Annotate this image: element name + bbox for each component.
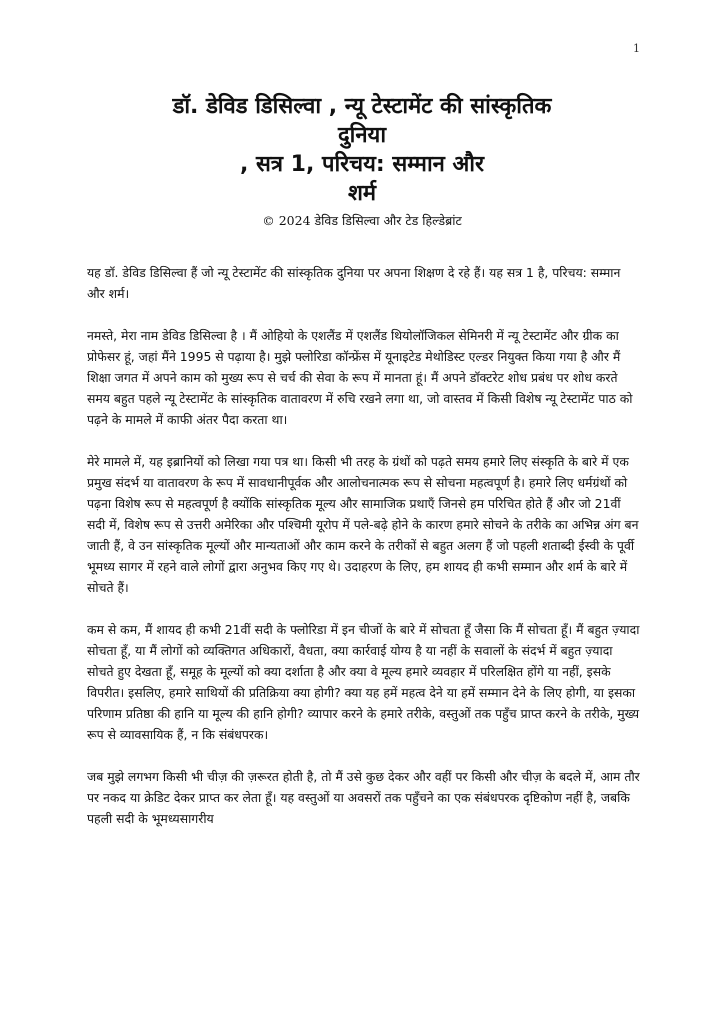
document-header <box>84 92 640 229</box>
document-title-line-2: दुनिया <box>337 123 387 148</box>
paragraph-relational: जब मुझे लगभग किसी भी चीज़ की ज़रूरत होती है, तो मैं उसे कुछ देकर और वहीं पर किसी और चीज़ के बदले में, आम तौर पर नकद या क्रेडिट देकर प्राप्त कर लेता हूँ। यह वस्तुओं या अवसरों तक पहुँचने का एक संबंधपरक दृष्टिकोण नहीं है, जबकि पहली सदी के भूमध्यसागरीय <box>87 769 640 826</box>
document-title-line-1: डॉ. डेविड डिसिल्वा , न्यू टेस्टामेंट की सांस्कृतिक <box>172 94 552 119</box>
document-body <box>87 262 640 850</box>
paragraph-hebrews: मेरे मामले में, यह इब्रानियों को लिखा गया पत्र था। किसी भी तरह के ग्रंथों को पढ़ते समय हमारे लिए संस्कृति के बारे में एक प्रमुख संदर्भ या वातावरण के रूप में सावधानीपूर्वक और आलोचनात्मक रूप से सोचना महत्वपूर्ण है। हमारे लिए धर्मग्रंथों को पढ़ना विशेष रूप से महत्वपूर्ण है क्योंकि सांस्कृतिक मूल्य और सामाजिक प्रथाएँ जिनसे हम परिचित होते हैं और जो 21वीं सदी में, विशेष रूप से उत्तरी अमेरिका और पश्चिमी यूरोप में पले-बढ़े होने के कारण हमारे सोचने के तरीके का अभिन्न अंग बन जाती हैं, वे उन सांस्कृतिक मूल्यों और मान्यताओं और काम करने के तरीकों से बहुत अलग हैं जो पहली शताब्दी ईस्वी के पूर्वी भूमध्य सागर में रहने वाले लोगों द्वारा अनुभव किए गए थे। उदाहरण के लिए, हम शायद ही कभी सम्मान और शर्म के बारे में सोचते हैं। <box>87 454 639 595</box>
paragraph-intro: यह डॉ. डेविड डिसिल्वा हैं जो न्यू टेस्टामेंट की सांस्कृतिक दुनिया पर अपना शिक्षण दे रहे हैं। यह सत्र 1 है, परिचय: सम्मान और शर्म। <box>87 265 621 301</box>
paragraph-florida: कम से कम, मैं शायद ही कभी 21वीं सदी के फ्लोरिडा में इन चीजों के बारे में सोचता हूँ जैसा कि मैं सोचता हूँ। मैं बहुत ज़्यादा सोचता हूँ, या मैं लोगों को व्यक्तिगत अधिकारों, वैधता, क्या कार्रवाई योग्य है या नहीं के सवालों के संदर्भ में बहुत ज़्यादा सोचते हुए देखता हूँ, समूह के मूल्यों को क्या दर्शाता है और क्या वे मूल्य हमारे व्यवहार में परिलक्षित होंगे या नहीं, इसके विपरीत। इसलिए, हमारे साथियों की प्रतिक्रिया क्या होगी? क्या यह हमें महत्व देने या हमें सम्मान देने के लिए होगी, या इसका परिणाम प्रतिष्ठा की हानि या मूल्य की हानि होगी? व्यापार करने के हमारे तरीके, वस्तुओं तक पहुँच प्राप्त करने के तरीके, मुख्य रूप से व्यावसायिक हैं, न कि संबंधपरक। <box>87 622 640 742</box>
paragraph-about-speaker: नमस्ते, मेरा नाम डेविड डिसिल्वा है । मैं ओहियो के एशलैंड में एशलैंड थियोलॉजिकल सेमिनरी में न्यू टेस्टामेंट और ग्रीक का प्रोफेसर हूं, जहां मैंने 1995 से पढ़ाया है। मुझे फ्लोरिडा कॉन्फ्रेंस में यूनाइटेड मेथोडिस्ट एल्डर नियुक्त किया गया है और मैं शिक्षा जगत में अपने काम को मुख्य रूप से चर्च की सेवा के रूप में मानता हूं। मैं अपने डॉक्टरेट शोध प्रबंध पर शोध करते समय बहुत पहले न्यू टेस्टामेंट के सांस्कृतिक वातावरण में रुचि रखने लगा था, जो वास्तव में किसी विशेष न्यू टेस्टामेंट पाठ को पढ़ने के मामले में काफी अंतर पैदा करता था। <box>87 328 633 427</box>
page-number: 1 <box>633 42 640 55</box>
document-title-line-4: शर्म <box>347 181 377 206</box>
document-title-line-3: , सत्र 1, परिचय: सम्मान और <box>239 152 485 177</box>
copyright-notice: © 2024 डेविड डिसिल्वा और टेड हिल्डेब्रांट <box>262 213 462 228</box>
